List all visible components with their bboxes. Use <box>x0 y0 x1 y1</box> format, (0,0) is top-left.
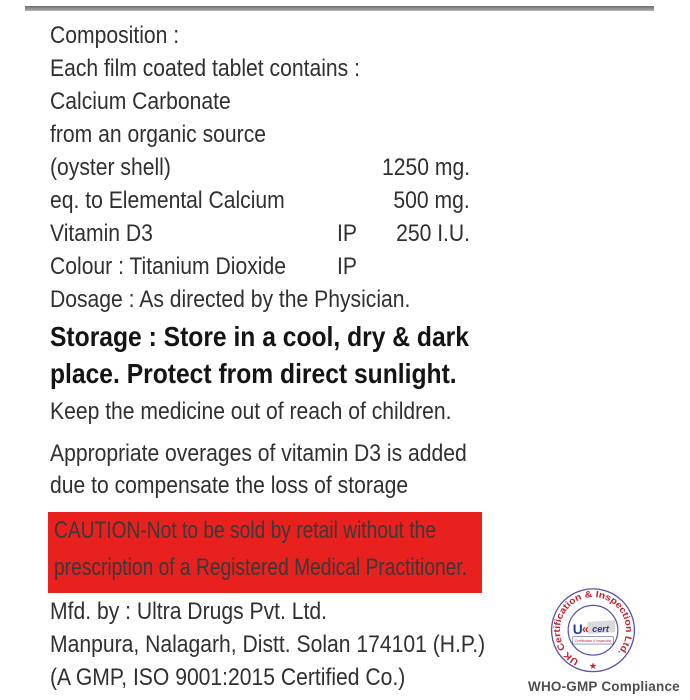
ingredient-name: Vitamin D3 <box>50 220 153 247</box>
ingredient-name: from an organic source <box>50 121 266 148</box>
seal-center-u: U <box>572 621 583 637</box>
certification-seal <box>547 587 639 679</box>
manufacturer-line-1: Mfd. by : Ultra Drugs Pvt. Ltd. <box>50 598 327 625</box>
caution-line-2: prescription of a Registered Medical Practitioner. <box>54 554 467 581</box>
seal-center-cert: cert <box>592 624 609 635</box>
ingredient-amount: 1250 mg. <box>381 154 470 181</box>
manufacturer-line-3: (A GMP, ISO 9001:2015 Certified Co.) <box>50 664 406 691</box>
overage-line-1: Appropriate overages of vitamin D3 is added <box>50 440 467 467</box>
composition-row <box>50 252 470 282</box>
seal-ring-text: UK Certification & Inspection Ltd. <box>551 589 635 668</box>
composition-row <box>50 120 470 150</box>
ingredient-amount: 500 mg. <box>393 187 470 214</box>
composition-row <box>50 87 470 117</box>
dosage-line: Dosage : As directed by the Physician. <box>50 286 411 313</box>
ingredient-amount: 250 I.U. <box>396 220 470 247</box>
composition-row <box>50 153 470 183</box>
ingredient-name: (oyster shell) <box>50 154 171 181</box>
composition-row <box>50 219 470 249</box>
seal-sub-text: Certification & Inspection <box>574 639 612 644</box>
ingredient-name: Calcium Carbonate <box>50 88 231 115</box>
keep-away-children-line: Keep the medicine out of reach of children. <box>50 398 452 425</box>
seal-center-logo <box>573 620 615 644</box>
storage-line-2: place. Protect from direct sunlight. <box>50 358 457 389</box>
caution-line-1: CAUTION-Not to be sold by retail without the <box>54 517 437 544</box>
star-icon: ★ <box>588 660 598 671</box>
composition-row <box>50 186 470 216</box>
seal-center-chevrons-icon: « <box>581 622 589 636</box>
manufacturer-line-2: Manpura, Nalagarh, Distt. Solan 174101 (H.P.) <box>50 631 486 658</box>
pharmacopoeia-label: IP <box>337 220 357 247</box>
who-gmp-compliance-label: WHO-GMP Compliance <box>528 679 680 694</box>
overage-line-2: due to compensate the loss of storage <box>50 472 409 499</box>
pharmacopoeia-label: IP <box>337 253 357 280</box>
caution-box <box>48 512 482 593</box>
storage-line-1: Storage : Store in a cool, dry & dark <box>50 321 469 352</box>
composition-subheading: Each film coated tablet contains : <box>50 55 360 82</box>
ingredient-name: eq. to Elemental Calcium <box>50 187 285 214</box>
composition-heading: Composition : <box>50 22 180 49</box>
ingredient-name: Colour : Titanium Dioxide <box>50 253 286 280</box>
top-divider-rule <box>25 6 654 11</box>
